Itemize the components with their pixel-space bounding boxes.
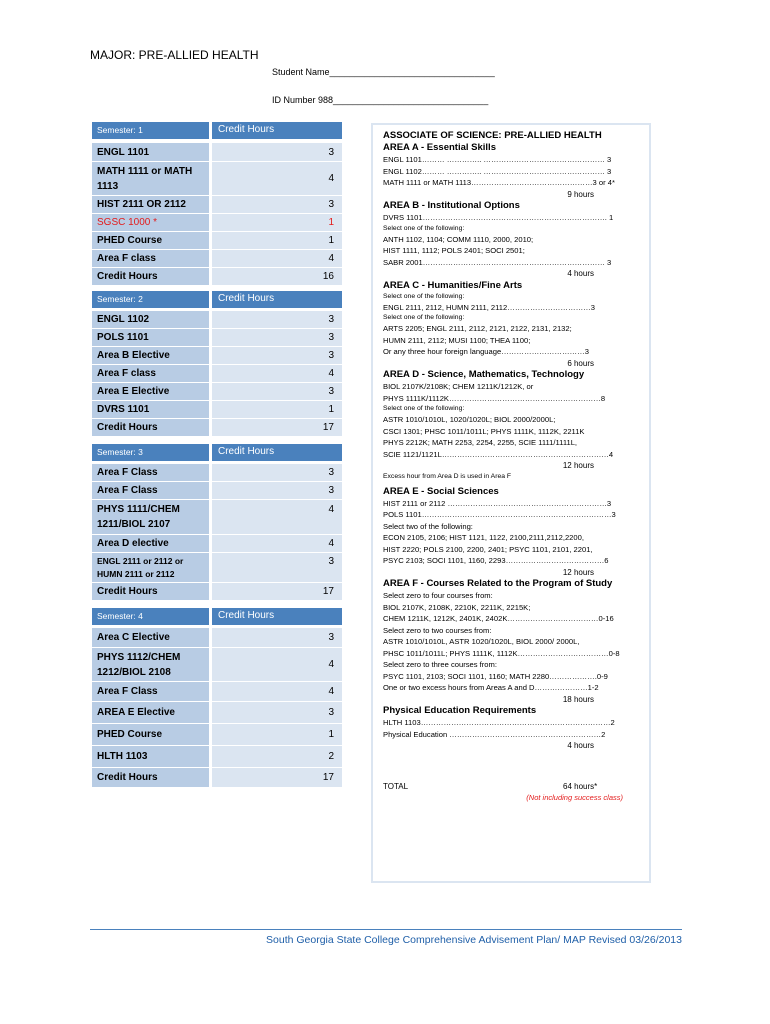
not-including-note: (Not including success class) [526, 792, 623, 802]
hours-cell: 4 [212, 250, 342, 267]
table-row [92, 500, 342, 535]
list-item: One or two excess hours from Areas A and D…………………1-2 [383, 683, 599, 692]
course-cell: Area F Class [92, 682, 209, 701]
hours-cell: 3 [212, 464, 342, 481]
table-row [92, 746, 342, 768]
select-note: Select two of the following: [383, 521, 473, 531]
semester-label: Semester: 1 [92, 122, 209, 139]
course-cell: POLS 1101 [92, 329, 209, 346]
hours-cell: 3 [212, 347, 342, 364]
course-cell: Area D elective [92, 535, 209, 552]
course-cell: ENGL 1101 [92, 143, 209, 161]
area-hours: 12 hours [562, 461, 594, 470]
table-row [92, 365, 342, 383]
list-item: Physical Education ……………………………………………………2 [383, 729, 606, 739]
hours-cell: 1 [212, 401, 342, 418]
list-item: ANTH 1102, 1104; COMM 1110, 2000, 2010; [383, 234, 534, 244]
table-row [92, 232, 342, 250]
list-item: BIOL 2107K, 2108K, 2210K, 2211K, 2215K; [383, 602, 531, 612]
list-item: Select zero to two courses from: [383, 625, 492, 635]
area-d-heading: AREA D - Science, Mathematics, Technology [383, 369, 585, 380]
footer-text: South Georgia State College Comprehensive Advisement Plan/ MAP Revised 03/26/2013 [266, 934, 682, 946]
list-item: ECON 2105, 2106; HIST 1121, 1122, 2100,2111,2112,2200, [383, 533, 584, 542]
semester-2-table [92, 291, 342, 437]
student-name-field[interactable]: Student Name_________________________________ [272, 67, 495, 77]
pe-heading: Physical Education Requirements [383, 705, 537, 716]
table-row [92, 383, 342, 401]
total-row [92, 768, 342, 788]
total-label: TOTAL [383, 781, 409, 791]
list-item: ARTS 2205; ENGL 2111, 2112, 2121, 2122, 2131, 2132; [383, 324, 572, 333]
list-item: ENGL 2111, 2112, HUMN 2111, 2112……………………………3 [383, 302, 595, 312]
degree-title: ASSOCIATE OF SCIENCE: PRE-ALLIED HEALTH [383, 130, 602, 141]
table-row [92, 628, 342, 648]
total-value [563, 782, 597, 791]
table-row [92, 196, 342, 214]
area-f-heading: AREA F - Courses Related to the Program of Study [383, 578, 613, 589]
list-item: PSYC 2103; SOCI 1101, 1160, 2293…………………………………6 [383, 556, 609, 565]
course-cell: Area C Elective [92, 628, 209, 647]
credit-hours-header: Credit Hours [212, 608, 342, 625]
list-item: BIOL 2107K/2108K; CHEM 1211K/1212K, or [383, 382, 534, 391]
table-row [92, 214, 342, 232]
list-item: HIST 2111 or 2112 ………………………………………………………3 [383, 498, 612, 508]
table-row [92, 162, 342, 196]
area-d-note: Excess hour from Area D is used in Area F [383, 472, 512, 480]
table-row [92, 329, 342, 347]
semester-3-table [92, 444, 342, 601]
course-cell: Credit Hours [92, 268, 209, 285]
hours-cell: 4 [212, 365, 342, 382]
list-item: PHYS 2212K; MATH 2253, 2254, 2255, SCIE 1111/1111L, [383, 438, 578, 447]
hours-cell: 3 [212, 311, 342, 328]
select-note: Select one of the following: [383, 405, 465, 412]
list-item: HLTH 1103…………………………………………………………………2 [383, 718, 615, 727]
hours-cell: 16 [212, 268, 342, 285]
course-cell: PHED Course [92, 232, 209, 249]
list-item: HUMN 2111, 2112; MUSI 1100; THEA 1100; [383, 335, 531, 345]
hours-cell: 4 [212, 648, 342, 681]
semester-header [92, 444, 342, 461]
list-item: ASTR 1010/1010L, 1020/1020L; BIOL 2000/2000L; [383, 415, 556, 424]
list-item: PSYC 1101, 2103; SOCI 1101, 1160; MATH 2280……………….0-9 [383, 671, 608, 681]
area-hours: 9 hours [567, 189, 594, 199]
list-item: CHEM 1211K, 1212K, 2401K, 2402K………………………………0-16 [383, 614, 614, 623]
course-cell: Area E Elective [92, 383, 209, 400]
course-cell: ENGL 2111 or 2112 or HUMN 2111 or 2112 [92, 553, 209, 582]
area-hours: 4 hours [567, 269, 594, 278]
hours-cell: 4 [212, 535, 342, 552]
hours-cell: 4 [212, 162, 342, 195]
semester-header [92, 122, 342, 139]
hours-cell: 3 [212, 628, 342, 647]
semester-label: Semester: 2 [92, 291, 209, 308]
course-cell: HIST 2111 OR 2112 [92, 196, 209, 213]
list-item: CSCI 1301; PHSC 1011/1011L; PHYS 1111K, 1112K, 2211K [383, 426, 585, 436]
total-hours-row [383, 782, 639, 791]
table-row [92, 553, 342, 583]
area-a-heading: AREA A - Essential Skills [383, 142, 496, 153]
total-row [92, 583, 342, 601]
table-row [92, 347, 342, 365]
table-row [92, 143, 342, 162]
table-row [92, 682, 342, 702]
course-cell: SGSC 1000 * [92, 214, 209, 231]
hours-cell: 1 [212, 214, 342, 231]
select-note: Select one of the following: [383, 314, 465, 321]
credit-hours-header: Credit Hours [212, 291, 342, 308]
hours-cell: 3 [212, 329, 342, 346]
list-item: MATH 1111 or MATH 1113…………………………………………3 or 4* [383, 178, 615, 187]
list-item: PHSC 1011/1011L; PHYS 1111K, 1112K………………………………0-8 [383, 648, 620, 658]
course-cell: Credit Hours [92, 419, 209, 436]
list-item: POLS 1101…………………………………………………………………3 [383, 510, 616, 519]
list-item: Select zero to four courses from: [383, 591, 493, 600]
area-hours: 12 hours [562, 567, 594, 577]
course-cell: HLTH 1103 [92, 746, 209, 767]
semester-4-table [92, 608, 342, 788]
list-item: SABR 2001……………………………………………………………… 3 [383, 257, 612, 267]
course-cell: PHYS 1111/CHEM 1211/BIOL 2107 [92, 500, 209, 534]
list-item: Or any three hour foreign language……………………………3 [383, 347, 589, 356]
course-cell: Area F Class [92, 482, 209, 499]
hours-cell: 17 [212, 768, 342, 787]
course-cell: Area B Elective [92, 347, 209, 364]
hours-cell: 17 [212, 583, 342, 600]
course-cell: ENGL 1102 [92, 311, 209, 328]
semester-header [92, 291, 342, 308]
list-item: PHYS 1111K/1112K……………………………………………………8 [383, 393, 606, 403]
area-b-heading: AREA B - Institutional Options [383, 200, 520, 211]
hours-cell: 4 [212, 682, 342, 701]
table-row [92, 401, 342, 419]
select-note: Select one of the following: [383, 292, 465, 300]
course-cell: DVRS 1101 [92, 401, 209, 418]
hours-cell: 3 [212, 196, 342, 213]
area-hours: 6 hours [567, 358, 594, 368]
semester-header [92, 608, 342, 625]
area-e-heading: AREA E - Social Sciences [383, 485, 499, 497]
table-row [92, 535, 342, 553]
total-row [92, 419, 342, 437]
hours-cell: 2 [212, 746, 342, 767]
course-cell: Area F class [92, 365, 209, 382]
semester-label: Semester: 3 [92, 444, 209, 461]
list-item: ENGL 1101……… ………….. ………………………………………… 3 [383, 155, 612, 164]
select-note: Select one of the following: [383, 224, 465, 232]
hours-cell: 1 [212, 724, 342, 745]
footer-divider [90, 929, 682, 930]
area-hours: 18 hours [562, 694, 594, 704]
area-hours: 4 hours [567, 741, 594, 750]
major-title: MAJOR: PRE-ALLIED HEALTH [90, 48, 259, 62]
course-cell: AREA E Elective [92, 702, 209, 723]
hours-cell: 3 [212, 482, 342, 499]
course-cell: Area F Class [92, 464, 209, 481]
table-row [92, 464, 342, 482]
table-row [92, 702, 342, 724]
total-row [92, 268, 342, 286]
hours-cell: 1 [212, 232, 342, 249]
list-item: Select zero to three courses from: [383, 660, 497, 669]
course-cell: MATH 1111 or MATH 1113 [92, 162, 209, 195]
total-hours-value: 64 hours* [563, 781, 598, 791]
list-item: ASTR 1010/1010L, ASTR 1020/1020L, BIOL 2000/ 2000L, [383, 637, 580, 646]
hours-cell: 3 [212, 553, 342, 582]
course-cell: Credit Hours [92, 768, 209, 787]
list-item: SCIE 1121/1121L…………………………………………………………4 [383, 449, 614, 459]
list-item: ENGL 1102……… ………….. ………………………………………… 3 [383, 166, 612, 176]
hours-cell: 4 [212, 500, 342, 534]
table-row [92, 482, 342, 500]
table-row [92, 311, 342, 329]
semester-label: Semester: 4 [92, 608, 209, 625]
table-row [92, 250, 342, 268]
hours-cell: 3 [212, 143, 342, 161]
credit-hours-header: Credit Hours [212, 444, 342, 461]
course-cell: PHYS 1112/CHEM 1212/BIOL 2108 [92, 648, 209, 681]
course-cell: PHED Course [92, 724, 209, 745]
course-cell: Credit Hours [92, 583, 209, 600]
id-number-field[interactable]: ID Number 988_______________________________ [272, 95, 489, 105]
list-item: HIST 2220; POLS 2100, 2200, 2401; PSYC 1101, 2101, 2201, [383, 544, 593, 554]
table-row [92, 648, 342, 682]
list-item: HIST 1111, 1112; POLS 2401; SOCI 2501; [383, 246, 525, 255]
hours-cell: 3 [212, 702, 342, 723]
list-item: DVRS 1101………………………………………………………………. 1 [383, 213, 614, 222]
hours-cell: 17 [212, 419, 342, 436]
table-row [92, 724, 342, 746]
semester-1-table [92, 122, 342, 286]
degree-requirements-panel [371, 123, 651, 883]
credit-hours-header: Credit Hours [212, 122, 342, 139]
course-cell: Area F class [92, 250, 209, 267]
hours-cell: 3 [212, 383, 342, 400]
area-c-heading: AREA C - Humanities/Fine Arts [383, 279, 523, 291]
